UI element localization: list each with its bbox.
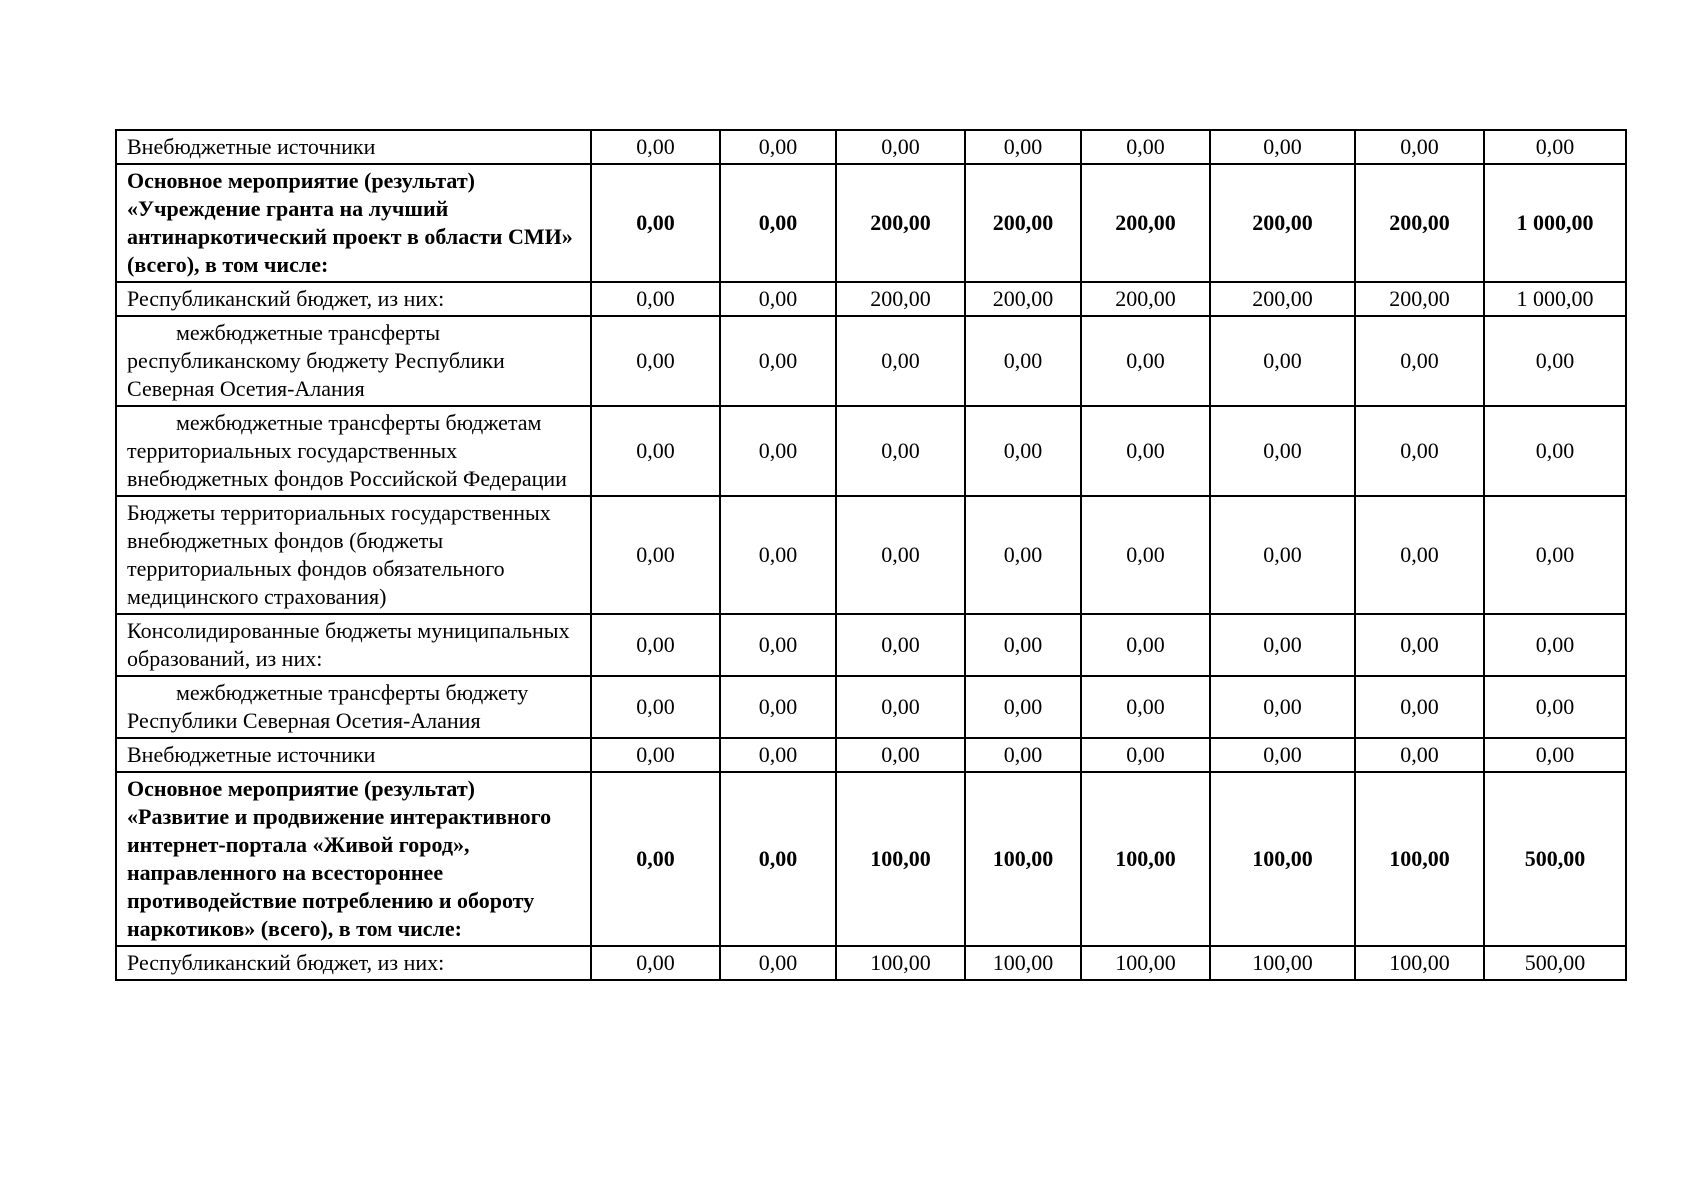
value-cell: 0,00	[1081, 614, 1210, 676]
value-cell: 0,00	[1081, 130, 1210, 164]
value-cell-total: 500,00	[1484, 772, 1626, 946]
table-row	[116, 406, 1626, 496]
value-cell: 0,00	[1210, 496, 1355, 614]
value-cell: 0,00	[591, 316, 720, 406]
value-cell: 0,00	[720, 614, 836, 676]
value-cell: 0,00	[720, 164, 836, 282]
value-cell-total: 0,00	[1484, 676, 1626, 738]
row-label: Основное мероприятие (результат) «Учреждение гранта на лучший антинаркотический проект в области СМИ» (всего), в том числе:	[116, 164, 591, 282]
value-cell: 0,00	[836, 130, 965, 164]
value-cell: 0,00	[720, 676, 836, 738]
value-cell-total: 1 000,00	[1484, 282, 1626, 316]
value-cell: 0,00	[965, 130, 1081, 164]
value-cell: 0,00	[591, 282, 720, 316]
value-cell: 0,00	[965, 316, 1081, 406]
table-row	[116, 316, 1626, 406]
value-cell: 0,00	[1210, 130, 1355, 164]
value-cell: 0,00	[836, 496, 965, 614]
value-cell: 0,00	[591, 496, 720, 614]
value-cell: 0,00	[1355, 614, 1484, 676]
value-cell-total: 0,00	[1484, 496, 1626, 614]
value-cell: 0,00	[591, 614, 720, 676]
value-cell: 0,00	[836, 316, 965, 406]
value-cell: 100,00	[1355, 946, 1484, 980]
value-cell: 100,00	[965, 946, 1081, 980]
value-cell-total: 0,00	[1484, 406, 1626, 496]
value-cell: 100,00	[836, 772, 965, 946]
value-cell: 0,00	[1081, 496, 1210, 614]
value-cell-total: 500,00	[1484, 946, 1626, 980]
value-cell-total: 1 000,00	[1484, 164, 1626, 282]
value-cell: 200,00	[1210, 164, 1355, 282]
value-cell: 200,00	[965, 164, 1081, 282]
table-row	[116, 676, 1626, 738]
value-cell: 0,00	[965, 676, 1081, 738]
value-cell: 100,00	[1210, 946, 1355, 980]
row-label: Бюджеты территориальных государственных внебюджетных фондов (бюджеты территориальных фондов обязательного медицинского страхования)	[116, 496, 591, 614]
row-label: Республиканский бюджет, из них:	[116, 282, 591, 316]
row-label: межбюджетные трансферты республиканскому бюджету Республики Северная Осетия-Алания	[116, 316, 591, 406]
value-cell: 100,00	[836, 946, 965, 980]
value-cell: 0,00	[1355, 130, 1484, 164]
value-cell: 100,00	[1210, 772, 1355, 946]
value-cell: 0,00	[965, 406, 1081, 496]
value-cell: 200,00	[965, 282, 1081, 316]
value-cell: 0,00	[591, 130, 720, 164]
row-label: Консолидированные бюджеты муниципальных образований, из них:	[116, 614, 591, 676]
value-cell: 0,00	[591, 738, 720, 772]
value-cell: 0,00	[1210, 406, 1355, 496]
value-cell: 0,00	[1210, 738, 1355, 772]
budget-table-body	[116, 130, 1626, 980]
value-cell: 0,00	[836, 614, 965, 676]
value-cell: 0,00	[720, 738, 836, 772]
value-cell: 200,00	[1355, 164, 1484, 282]
value-cell: 0,00	[591, 946, 720, 980]
value-cell: 0,00	[1210, 316, 1355, 406]
value-cell: 100,00	[1081, 772, 1210, 946]
value-cell: 0,00	[836, 738, 965, 772]
value-cell: 0,00	[720, 316, 836, 406]
value-cell: 0,00	[591, 406, 720, 496]
value-cell: 0,00	[720, 496, 836, 614]
row-label: Внебюджетные источники	[116, 738, 591, 772]
table-row-main-event	[116, 164, 1626, 282]
value-cell: 0,00	[1081, 676, 1210, 738]
value-cell: 0,00	[720, 772, 836, 946]
row-label: Основное мероприятие (результат) «Развитие и продвижение интерактивного интернет-портала «Живой город», направленного на всестороннее противодействие потреблению и обороту наркотиков» (всего), в том числе:	[116, 772, 591, 946]
row-label: межбюджетные трансферты бюджету Республики Северная Осетия-Алания	[116, 676, 591, 738]
value-cell: 0,00	[591, 164, 720, 282]
value-cell: 0,00	[720, 130, 836, 164]
value-cell: 0,00	[1081, 738, 1210, 772]
value-cell: 0,00	[1210, 614, 1355, 676]
value-cell: 0,00	[1355, 316, 1484, 406]
value-cell: 0,00	[591, 772, 720, 946]
value-cell: 0,00	[1210, 676, 1355, 738]
value-cell: 100,00	[1355, 772, 1484, 946]
value-cell: 0,00	[1081, 406, 1210, 496]
value-cell: 0,00	[1355, 406, 1484, 496]
value-cell-total: 0,00	[1484, 614, 1626, 676]
value-cell: 200,00	[1081, 282, 1210, 316]
table-row	[116, 614, 1626, 676]
value-cell: 100,00	[965, 772, 1081, 946]
value-cell: 0,00	[1355, 496, 1484, 614]
value-cell: 0,00	[720, 282, 836, 316]
value-cell: 0,00	[1081, 316, 1210, 406]
value-cell: 200,00	[836, 164, 965, 282]
value-cell: 0,00	[720, 406, 836, 496]
table-row	[116, 496, 1626, 614]
table-row	[116, 738, 1626, 772]
budget-table	[115, 129, 1627, 981]
value-cell: 0,00	[720, 946, 836, 980]
table-row	[116, 946, 1626, 980]
row-label: Республиканский бюджет, из них:	[116, 946, 591, 980]
value-cell: 200,00	[1081, 164, 1210, 282]
table-row	[116, 130, 1626, 164]
value-cell: 0,00	[836, 406, 965, 496]
table-row-main-event	[116, 772, 1626, 946]
value-cell: 0,00	[836, 676, 965, 738]
value-cell-total: 0,00	[1484, 130, 1626, 164]
row-label: Внебюджетные источники	[116, 130, 591, 164]
value-cell: 0,00	[965, 496, 1081, 614]
row-label: межбюджетные трансферты бюджетам территориальных государственных внебюджетных фондов Российской Федерации	[116, 406, 591, 496]
value-cell: 200,00	[836, 282, 965, 316]
value-cell: 200,00	[1210, 282, 1355, 316]
table-row	[116, 282, 1626, 316]
value-cell: 0,00	[1355, 738, 1484, 772]
value-cell-total: 0,00	[1484, 738, 1626, 772]
value-cell: 0,00	[965, 614, 1081, 676]
value-cell: 0,00	[591, 676, 720, 738]
value-cell: 100,00	[1081, 946, 1210, 980]
value-cell: 200,00	[1355, 282, 1484, 316]
value-cell: 0,00	[1355, 676, 1484, 738]
value-cell: 0,00	[965, 738, 1081, 772]
value-cell-total: 0,00	[1484, 316, 1626, 406]
